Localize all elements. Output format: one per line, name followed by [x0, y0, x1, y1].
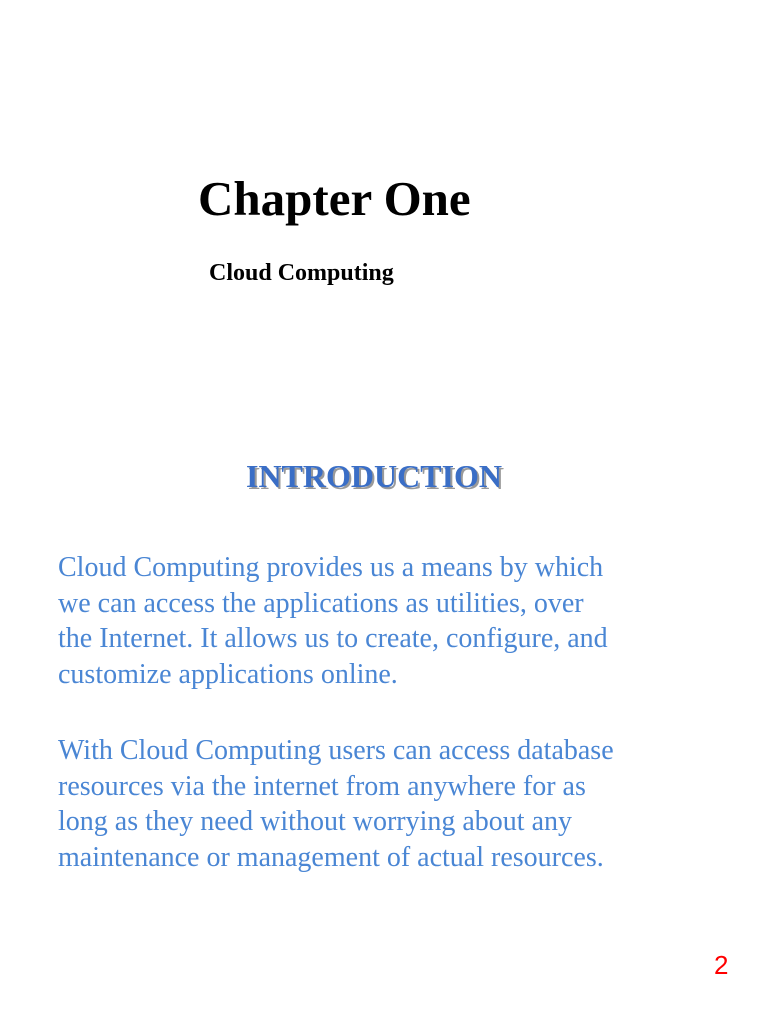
chapter-title: Chapter One [198, 171, 471, 226]
section-heading: INTRODUCTION [245, 458, 503, 494]
chapter-subtitle: Cloud Computing [209, 260, 394, 286]
intro-paragraph-1: Cloud Computing provides us a means by which we can access the applications as utilities, over the Internet. It allows us to create, configure, and customize applications online. [58, 552, 608, 690]
page-number: 2 [714, 950, 729, 980]
intro-paragraph-2: With Cloud Computing users can access database resources via the internet from anywhere for as long as they need without worrying about any maintenance or management of actual resources. [58, 735, 614, 873]
